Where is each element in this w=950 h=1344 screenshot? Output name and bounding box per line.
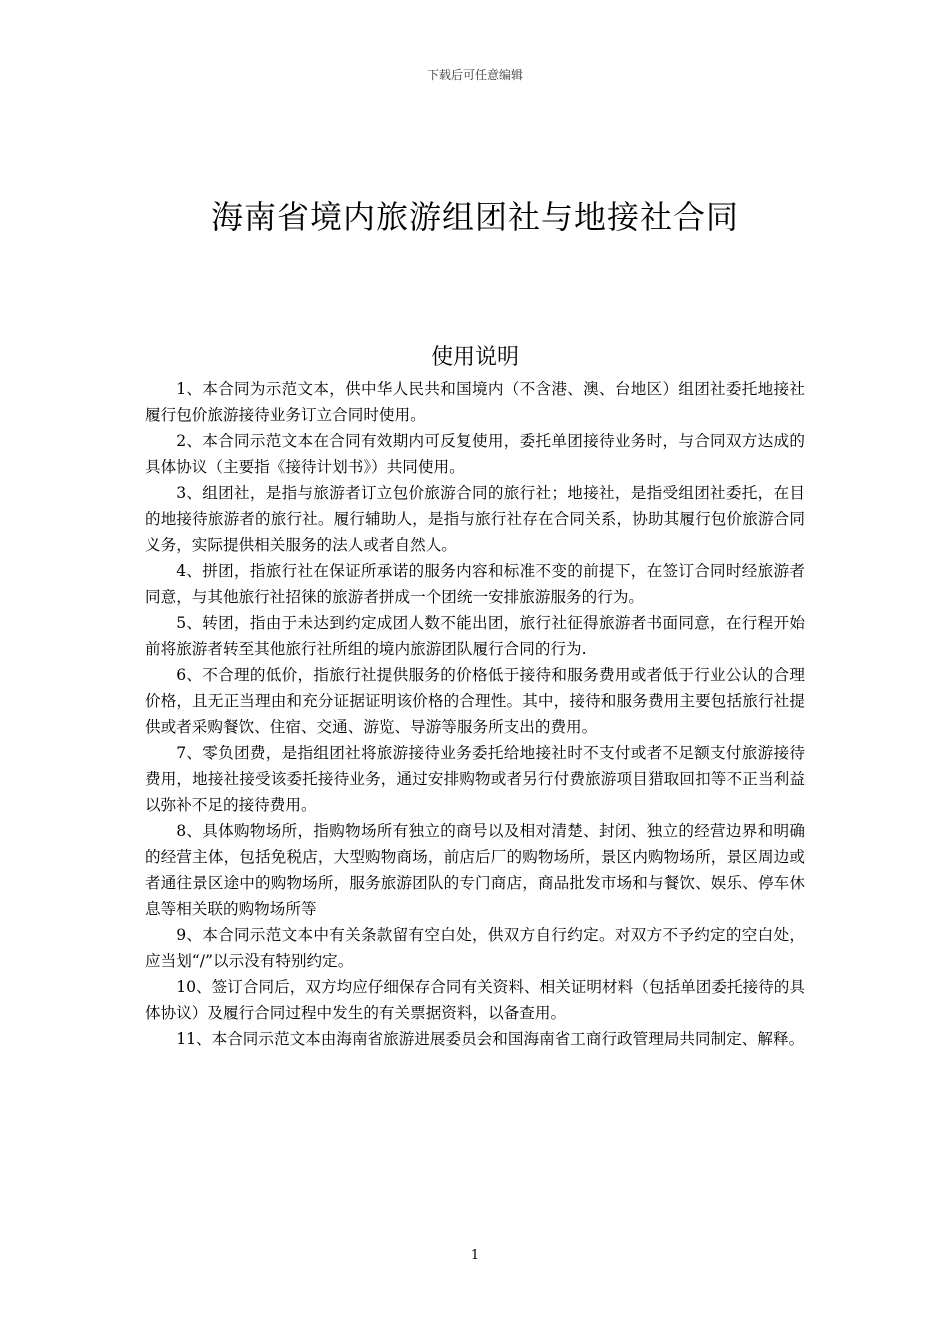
paragraph-4: 4、拼团，指旅行社在保证所承诺的服务内容和标准不变的前提下，在签订合同时经旅游者同意，与其他旅行社招徕的旅游者拼成一个团统一安排旅游服务的行为。 — [145, 562, 805, 606]
paragraph-7: 7、零负团费，是指组团社将旅游接待业务委托给地接社时不支付或者不足额支付旅游接待费用，地接社接受该委托接待业务，通过安排购物或者另行付费旅游项目猎取回扣等不正当利益以弥补不足的接待费用。 — [145, 744, 805, 814]
paragraph-10: 10、签订合同后，双方均应仔细保存合同有关资料、相关证明材料（包括单团委托接待的具体协议）及履行合同过程中发生的有关票据资料，以备查用。 — [145, 978, 805, 1022]
paragraph-2: 2、本合同示范文本在合同有效期内可反复使用，委托单团接待业务时，与合同双方达成的具体协议（主要指《接待计划书》）共同使用。 — [145, 432, 805, 476]
document-title: 海南省境内旅游组团社与地接社合同 — [210, 198, 739, 236]
page-number: 1 — [470, 1248, 480, 1263]
section-heading: 使用说明 — [430, 345, 519, 370]
paragraph-11: 11、本合同示范文本由海南省旅游进展委员会和国海南省工商行政管理局共同制定、解释。 — [176, 1030, 805, 1048]
header-note: 下载后可任意编辑 — [426, 68, 523, 82]
paragraph-6: 6、不合理的低价，指旅行社提供服务的价格低于接待和服务费用或者低于行业公认的合理价格，且无正当理由和充分证据证明该价格的合理性。其中，接待和服务费用主要包括旅行社提供或者采购餐饮、住宿、交通、游览、导游等服务所支出的费用。 — [145, 666, 805, 736]
paragraph-1: 1、本合同为示范文本，供中华人民共和国境内（不含港、澳、台地区）组团社委托地接社履行包价旅游接待业务订立合同时使用。 — [145, 380, 805, 424]
paragraph-3: 3、组团社，是指与旅游者订立包价旅游合同的旅行社；地接社，是指受组团社委托，在目的地接待旅游者的旅行社。履行辅助人，是指与旅行社存在合同关系，协助其履行包价旅游合同义务，实际提供相关服务的法人或者自然人。 — [145, 484, 805, 554]
paragraph-8: 8、具体购物场所，指购物场所有独立的商号以及相对清楚、封闭、独立的经营边界和明确的经营主体，包括免税店，大型购物商场，前店后厂的购物场所，景区内购物场所，景区周边或者通往景区途中的购物场所，服务旅游团队的专门商店，商品批发市场和与餐饮、娱乐、停车休息等相关联的购物场所等 — [145, 822, 805, 918]
instructions-body — [145, 376, 805, 1052]
paragraph-9: 9、本合同示范文本中有关条款留有空白处，供双方自行约定。对双方不予约定的空白处，应当划“/”以示没有特别约定。 — [145, 926, 805, 970]
paragraph-5: 5、转团，指由于未达到约定成团人数不能出团，旅行社征得旅游者书面同意，在行程开始前将旅游者转至其他旅行社所组的境内旅游团队履行合同的行为. — [145, 614, 805, 658]
